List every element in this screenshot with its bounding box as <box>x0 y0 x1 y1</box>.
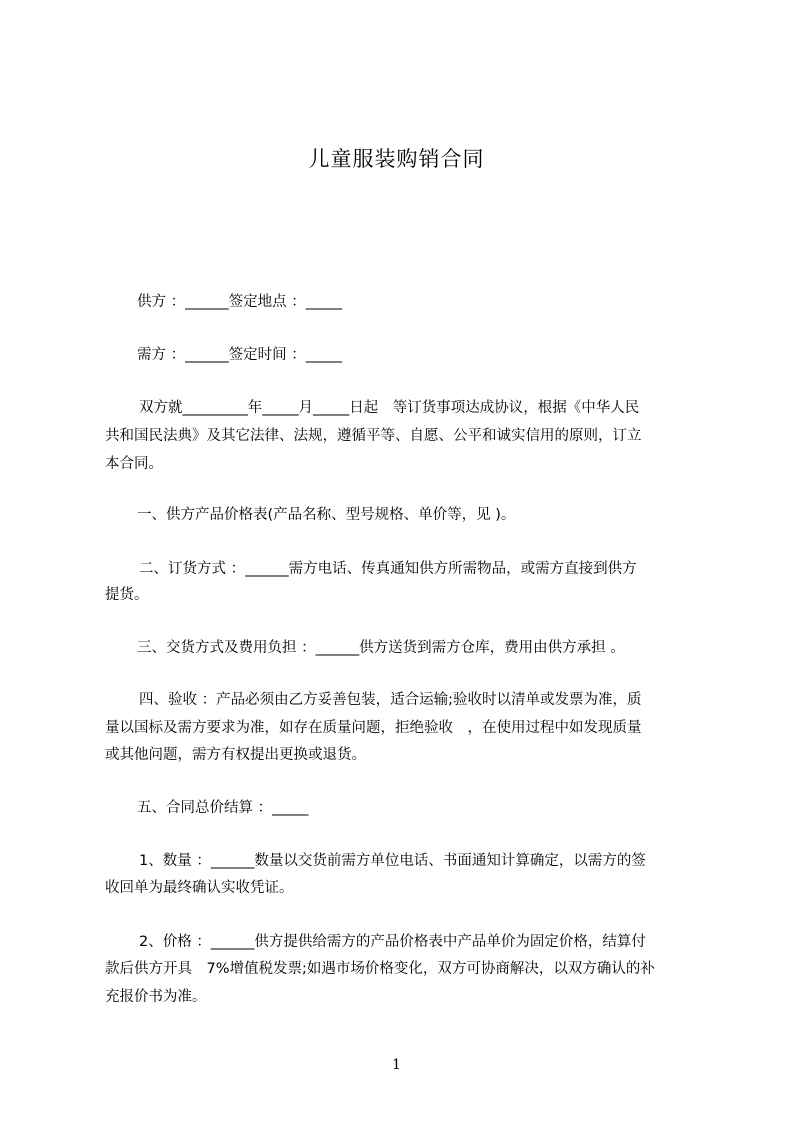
supplier-line: 供方 ：______签定地点 ：_____ <box>137 294 342 310</box>
document-title: 儿童服装购销合同 <box>308 147 485 171</box>
clause-5-1-line-1: 1、数量 ：______数量以交货前需方单位电话、书面通知计算确定，以需方的签 <box>139 853 646 869</box>
preamble-line-3: 本合同。 <box>105 456 163 472</box>
clause-1-line: 一、供方产品价格表(产品名称、型号规格、单价等，见 )。 <box>137 507 516 523</box>
clause-5-1-line-2: 收回单为最终确认实收凭证。 <box>105 880 294 896</box>
page-number: 1 <box>392 1057 401 1073</box>
clause-3-line: 三、交货方式及费用负担 ：______供方送货到需方仓库，费用由供方承担 。 <box>137 640 625 656</box>
clause-5-2-line-2: 款后供方开具 7%增值税发票;如遇市场价格变化，双方可协商解决，以双方确认的补 <box>105 961 655 977</box>
preamble-line-1: 双方就_________年_____月_____日起 等订货事项达成协议，根据《中华人民 <box>139 400 640 416</box>
preamble-line-2: 共和国民法典》及其它法律、法规，遵循平等、自愿、公平和诚实信用的原则，订立 <box>105 428 642 444</box>
clause-5-line: 五、合同总价结算 ：_____ <box>137 800 309 816</box>
clause-5-2-line-1: 2、价格 ：______供方提供给需方的产品价格表中产品单价为固定价格，结算付 <box>139 934 646 950</box>
clause-2-line-2: 提货。 <box>105 587 149 603</box>
clause-2-line-1: 二、订货方式 ：______需方电话、传真通知供方所需物品，或需方直接到供方 <box>139 561 637 577</box>
clause-4-line-1: 四、验收 ：产品必须由乙方妥善包装，适合运输;验收时以清单或发票为准，质 <box>139 692 642 708</box>
clause-5-2-line-3: 充报价书为准。 <box>105 989 207 1005</box>
buyer-line: 需方 ：______签定时间 ：_____ <box>137 347 342 363</box>
clause-4-line-2: 量以国标及需方要求为准，如存在质量问题，拒绝验收 ，在使用过程中如发现质量 <box>105 720 642 736</box>
clause-4-line-3: 或其他问题，需方有权提出更换或退货。 <box>105 747 366 763</box>
